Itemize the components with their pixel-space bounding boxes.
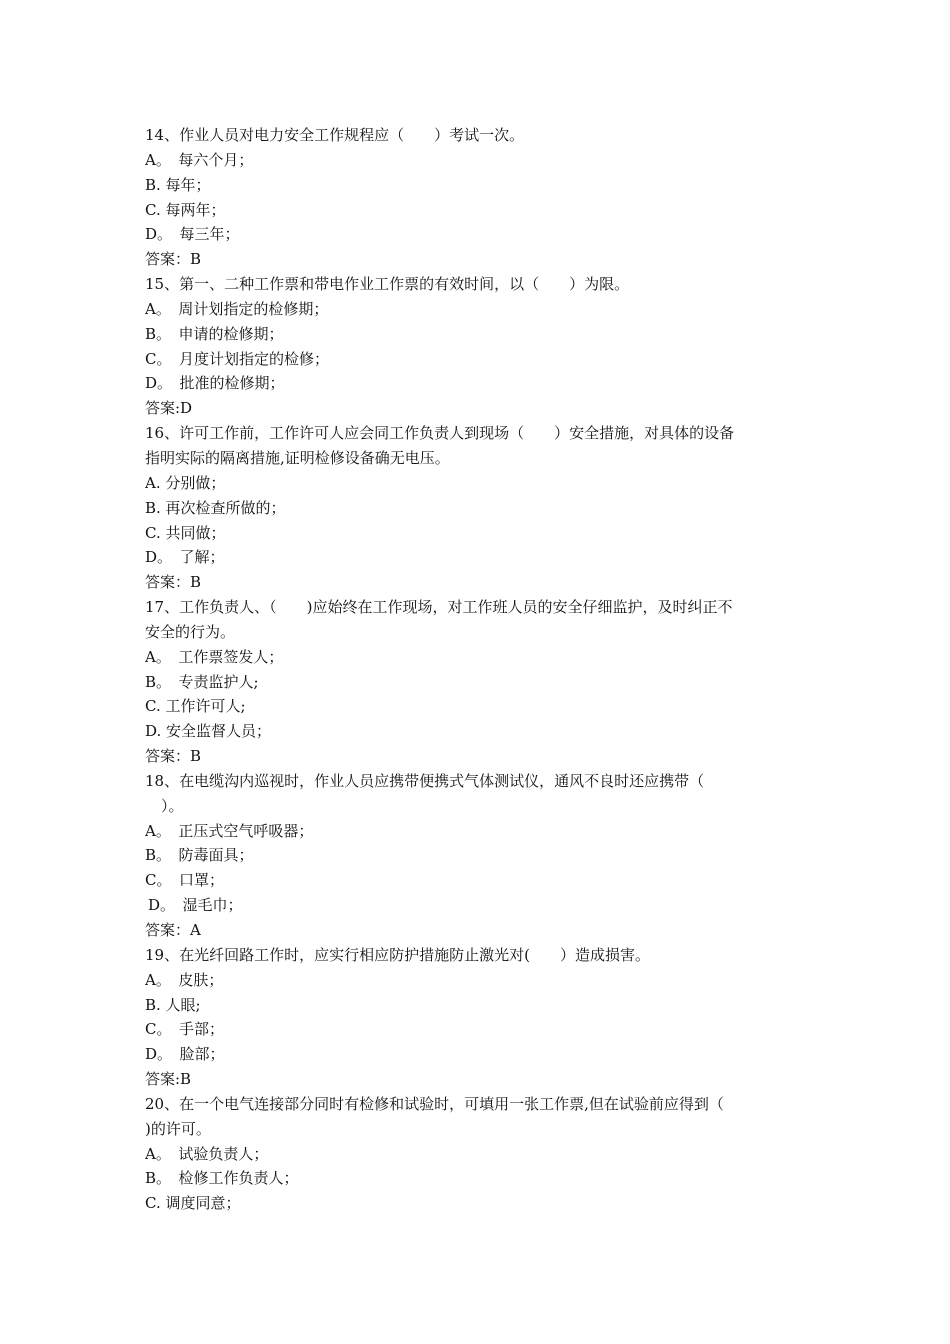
text-line: A。 正压式空气呼吸器； bbox=[145, 821, 314, 840]
text-line: B。 防毒面具； bbox=[145, 846, 254, 865]
text-line: D。 了解； bbox=[145, 548, 225, 567]
text-line: 答案：A bbox=[145, 921, 201, 939]
text-line: A。 皮肤； bbox=[145, 970, 224, 989]
text-line: 指明实际的隔离措施,证明检修设备确无电压。 bbox=[145, 448, 450, 467]
text-line: A。 周计划指定的检修期； bbox=[145, 299, 329, 318]
text-line: D。 批准的检修期； bbox=[145, 374, 285, 393]
text-line: 17、工作负责人、（ )应始终在工作现场，对工作班人员的安全仔细监护，及时纠正不 bbox=[145, 598, 733, 617]
text-line: C. 调度同意； bbox=[145, 1194, 241, 1213]
text-line: C. 共同做； bbox=[145, 523, 226, 542]
text-line: B. 人眼; bbox=[145, 995, 201, 1014]
text-line: C. 每两年； bbox=[145, 200, 226, 219]
text-line: )的许可。 bbox=[145, 1119, 211, 1138]
text-line: C. 工作许可人; bbox=[145, 697, 246, 716]
text-line: 答案：B bbox=[145, 747, 202, 766]
text-line: 14、作业人员对电力安全工作规程应（ ）考试一次。 bbox=[145, 126, 525, 144]
text-line: B. 再次检查所做的； bbox=[145, 498, 286, 517]
text-line: C。 手部； bbox=[145, 1020, 224, 1039]
text-line: 答案：B bbox=[145, 573, 202, 592]
text-line: 答案:B bbox=[145, 1070, 192, 1089]
text-line: B。 检修工作负责人； bbox=[145, 1169, 299, 1188]
text-line: 16、许可工作前，工作许可人应会同工作负责人到现场（ ）安全措施，对具体的设备 bbox=[145, 424, 735, 443]
text-line: 19、在光纤回路工作时，应实行相应防护措施防止激光对( ）造成损害。 bbox=[145, 945, 650, 964]
text-line: D。 每三年； bbox=[145, 225, 240, 244]
text-line: 答案：B bbox=[145, 250, 202, 269]
text-line: C。 月度计划指定的检修； bbox=[145, 349, 329, 368]
text-line: 安全的行为。 bbox=[145, 622, 236, 641]
text-line: 20、在一个电气连接部分同时有检修和试验时，可填用一张工作票,但在试验前应得到（ bbox=[145, 1094, 724, 1113]
text-line: C。 口罩； bbox=[145, 871, 224, 890]
text-line: 18、在电缆沟内巡视时，作业人员应携带便携式气体测试仪，通风不良时还应携带（ bbox=[145, 771, 705, 790]
text-line: A。 工作票签发人； bbox=[145, 647, 284, 666]
text-line: B。 申请的检修期； bbox=[145, 324, 284, 343]
text-line: B。 专责监护人; bbox=[145, 672, 259, 691]
text-line: A。 试验负责人； bbox=[145, 1144, 269, 1163]
text-line: D. 安全监督人员； bbox=[145, 722, 272, 741]
text-line: A。 每六个月； bbox=[145, 150, 254, 169]
question-text-block bbox=[145, 123, 815, 1216]
text-line: A. 分别做； bbox=[145, 473, 226, 492]
text-line: 答案:D bbox=[145, 399, 193, 418]
text-line: D。 湿毛巾； bbox=[148, 896, 243, 915]
text-line: B. 每年； bbox=[145, 175, 211, 194]
text-line: ）。 bbox=[161, 796, 184, 815]
text-line: 15、第一、二种工作票和带电作业工作票的有效时间，以（ ）为限。 bbox=[145, 275, 630, 294]
text-line: D。 脸部； bbox=[145, 1045, 225, 1064]
